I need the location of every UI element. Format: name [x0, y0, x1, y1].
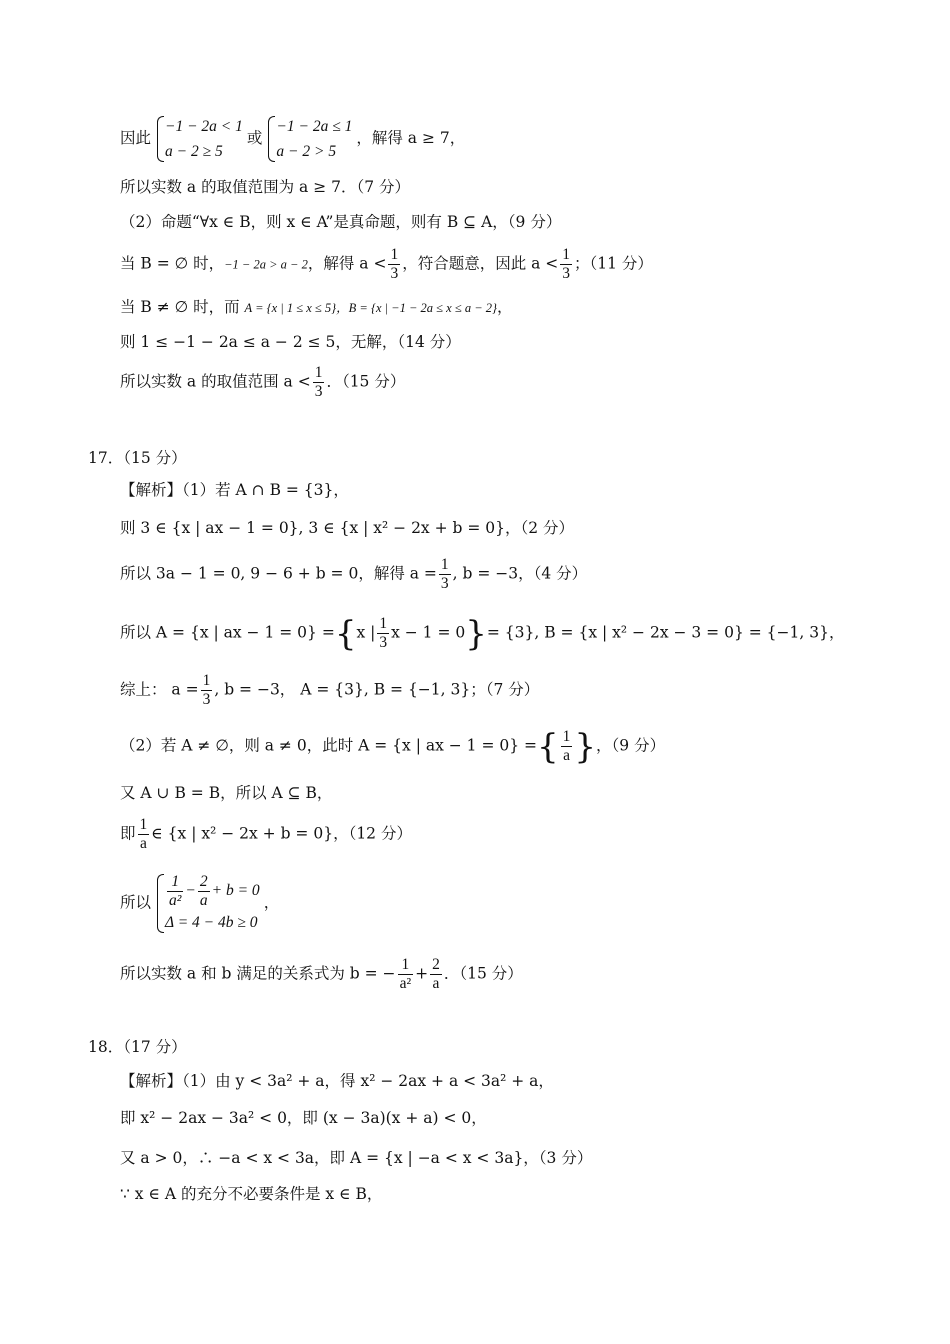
question-17-heading: 17．（15 分） — [88, 449, 187, 467]
left-brace: { — [334, 613, 357, 654]
inequality-system-1 — [155, 114, 243, 164]
text: , b = −3，（4 分） — [452, 564, 588, 583]
q18-line-2: 即 x² − 2ax − 3a² < 0，即 (x − 3a)(x + a) < 0， — [120, 1109, 487, 1127]
q17-line-7: 又 A ∪ B = B，所以 A ⊆ B， — [120, 784, 333, 802]
text: 综上： a = — [120, 680, 199, 699]
text: ，（9 分） — [596, 736, 666, 755]
text: 所以实数 a 和 b 满足的关系式为 b = − — [120, 964, 396, 983]
text: , b = −3， A = {3}, B = {−1, 3}；（7 分） — [214, 680, 540, 699]
equation-system — [155, 872, 260, 935]
text-prefix: 因此 — [120, 129, 152, 147]
q17-line-8 — [120, 816, 412, 853]
text: 当 B = ∅ 时， — [120, 254, 225, 273]
fraction: $\frac{1}{\text{a²}}$ — [169, 872, 182, 909]
right-brace: } — [574, 726, 597, 767]
left-brace: { — [537, 726, 559, 767]
q17-line-4 — [120, 615, 844, 652]
inequality-row: −1 − 2a ≤ 1 — [276, 118, 353, 135]
text: = {3}, B = {x | x² − 2x − 3 = 0} = {−1, 3}， — [486, 623, 845, 642]
fraction: $\frac{1}{3}$ — [202, 672, 211, 708]
q17-line-1: 【解析】（1）若 A ∩ B = {3}， — [120, 481, 349, 499]
text: ，符合题意，因此 a < — [402, 254, 559, 273]
text: ；（11 分） — [574, 254, 653, 273]
q17-line-2: 则 3 ∈ {x | ax − 1 = 0}, 3 ∈ {x | x² − 2x + b = 0}，（2 分） — [120, 519, 575, 537]
fraction: $\frac{1}{3}$ — [390, 246, 399, 282]
equation-row: Δ = 4 − 4b ≥ 0 — [165, 914, 258, 931]
text: 即 — [120, 824, 136, 843]
inequality-row: −1 − 2a < 1 — [165, 118, 243, 135]
inequality-system-2 — [266, 114, 352, 164]
solution-line-7 — [120, 364, 405, 401]
fraction: $\frac{1}{a}$ — [562, 728, 571, 764]
q18-line-1: 【解析】（1）由 y < 3a² + a，得 x² − 2ax + a < 3a² + a， — [120, 1072, 554, 1090]
text: + — [415, 964, 429, 983]
solution-line-2: 所以实数 a 的取值范围为 a ≥ 7．（7 分） — [120, 178, 411, 196]
solution-line-3: （2）命题“∀x ∈ B，则 x ∈ A”是真命题，则有 B ⊆ A，（9 分） — [120, 213, 562, 231]
inequality-row: a − 2 ≥ 5 — [165, 143, 223, 160]
text: 所以 3a − 1 = 0, 9 − 6 + b = 0，解得 a = — [120, 564, 437, 583]
question-18-heading: 18．（17 分） — [88, 1038, 187, 1056]
fraction: $\frac{1}{3}$ — [314, 364, 323, 400]
solution-line-5 — [120, 296, 513, 319]
text: ，解得 a < — [307, 254, 387, 273]
text: 所以实数 a 的取值范围 a < — [120, 372, 311, 391]
text: x | — [356, 623, 376, 642]
text: ．（15 分） — [443, 964, 523, 983]
text: 所以 — [120, 893, 152, 912]
text: ， — [497, 298, 513, 316]
inequality: −1 − 2a > a − 2 — [224, 257, 308, 272]
text: （2）若 A ≠ ∅，则 a ≠ 0，此时 A = {x | ax − 1 = 0} = — [120, 736, 538, 755]
text: ， — [263, 893, 280, 912]
q17-line-6 — [120, 728, 665, 765]
q17-line-9 — [120, 872, 279, 935]
q17-line-5 — [120, 672, 539, 709]
fraction: $\frac{1}{3}$ — [562, 246, 571, 282]
q18-line-4: ∵ x ∈ A 的充分不必要条件是 x ∈ B， — [120, 1185, 383, 1203]
text: x − 1 = 0 — [391, 623, 466, 642]
fraction: $\frac{2}{a}$ — [199, 872, 208, 909]
text: 当 B ≠ ∅ 时，而 — [120, 298, 240, 316]
text-suffix: ，解得 a ≥ 7， — [356, 129, 466, 147]
set-definitions: A = {x | 1 ≤ x ≤ 5}，B = {x | −1 − 2a ≤ x ≤ a − 2} — [244, 301, 498, 315]
fraction: $\frac{1}{\text{a²}}$ — [399, 956, 412, 992]
equation-row: $\frac{1}{\text{a²}}$ − $\frac{2}{a}$ + b = 0 — [169, 872, 260, 909]
text: ∈ {x | x² − 2x + b = 0}，（12 分） — [151, 824, 412, 843]
fraction: $\frac{1}{3}$ — [440, 556, 449, 592]
q17-line-3 — [120, 556, 587, 593]
text: 所以 A = {x | ax − 1 = 0} = — [120, 623, 335, 642]
fraction: $\frac{1}{3}$ — [379, 615, 388, 651]
q18-line-3: 又 a > 0，∴ −a < x < 3a，即 A = {x | −a < x < 3a}，（3 分） — [120, 1149, 593, 1167]
text-or: 或 — [246, 129, 263, 147]
inequality-row: a − 2 > 5 — [276, 143, 337, 160]
fraction: $\frac{2}{a}$ — [432, 956, 440, 992]
text: ．（15 分） — [326, 372, 406, 391]
fraction: $\frac{1}{a}$ — [139, 816, 148, 852]
solution-line-1 — [120, 114, 465, 164]
right-brace: } — [465, 613, 487, 654]
solution-line-6: 则 1 ≤ −1 − 2a ≤ a − 2 ≤ 5，无解，（14 分） — [120, 333, 461, 351]
solution-line-4 — [120, 246, 653, 283]
q17-line-10 — [120, 956, 523, 993]
